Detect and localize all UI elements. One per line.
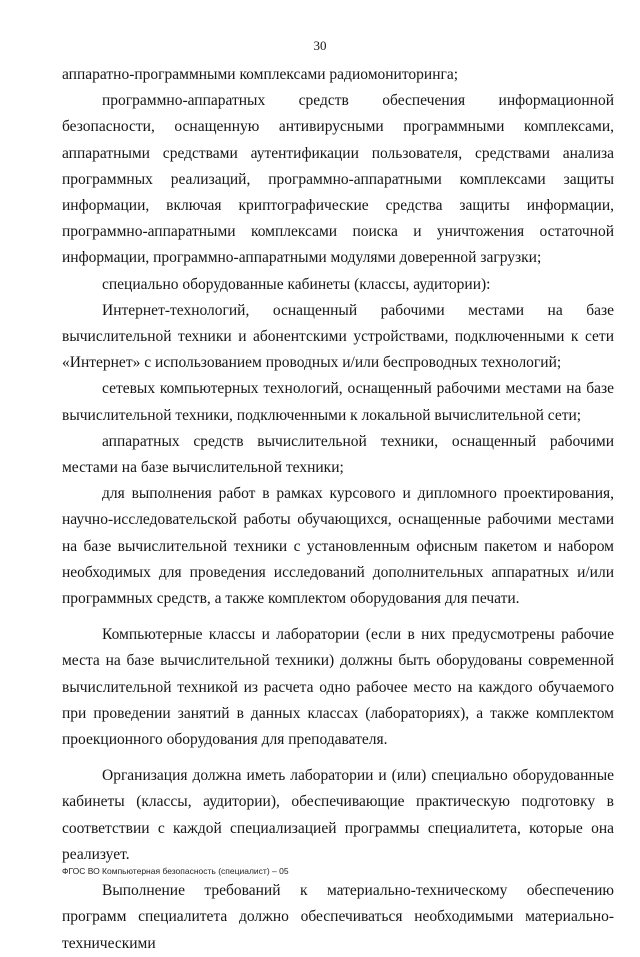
paragraph-10: Выполнение требований к материально-техническому обеспечению программ специалитета должно обеспечиваться необходимыми материально-техническими: [62, 882, 614, 952]
paragraph-3: специально оборудованные кабинеты (классы, аудитории):: [102, 275, 491, 293]
page-number: 30: [313, 38, 327, 53]
paragraph-8: Компьютерные классы и лаборатории (если в них предусмотрены рабочие места на базе вычислительной техники) должны быть оборудованы современной вычислительной техникой из расчета одно рабочее место на каждого обучаемого при проведении занятий в данных классах (лабораториях), а также комплектом проекционного оборудования для преподавателя.: [62, 626, 614, 749]
document-body: [62, 62, 614, 957]
paragraph-4: Интернет-технологий, оснащенный рабочими местами на базе вычислительной техники и абонентскими устройствами, подключенными к сети «Интернет» с использованием проводных и/или беспроводных технологий;: [62, 301, 614, 372]
footer-note: ФГОС ВО Компьютерная безопасность (специалист) – 05: [62, 866, 289, 876]
paragraph-7: для выполнения работ в рамках курсового и дипломного проектирования, научно-исследовательской работы обучающихся, оснащенные рабочими местами на базе вычислительной техники с установленным офисным пакетом и набором необходимых для проведения исследований дополнительных аппаратных и/или программных средств, а также комплектом оборудования для печати.: [62, 485, 614, 608]
paragraph-5: сетевых компьютерных технологий, оснащенный рабочими местами на базе вычислительной техники, подключенными к локальной вычислительной сети;: [62, 380, 614, 424]
paragraph-1: аппаратно-программными комплексами радиомониторинга;: [62, 66, 459, 83]
paragraph-6: аппаратных средств вычислительной техники, оснащенный рабочими местами на базе вычислительной техники;: [62, 432, 614, 477]
paragraph-2: программно-аппаратных средств обеспечения информационной безопасности, оснащенную антивирусными программными комплексами, аппаратными средствами аутентификации пользователя, средствами анализа программных реализаций, программно-аппаратными комплексами защиты информации, включая криптографические средства защиты информации, программно-аппаратными комплексами поиска и уничтожения остаточной информации, программно-аппаратными модулями доверенной загрузки;: [62, 92, 614, 267]
paragraph-9: Организация должна иметь лаборатории и (или) специально оборудованные кабинеты (классы, аудитории), обеспечивающие практическую подготовку в соответствии с каждой специализацией программы специалитета, которые она реализует.: [62, 767, 614, 863]
